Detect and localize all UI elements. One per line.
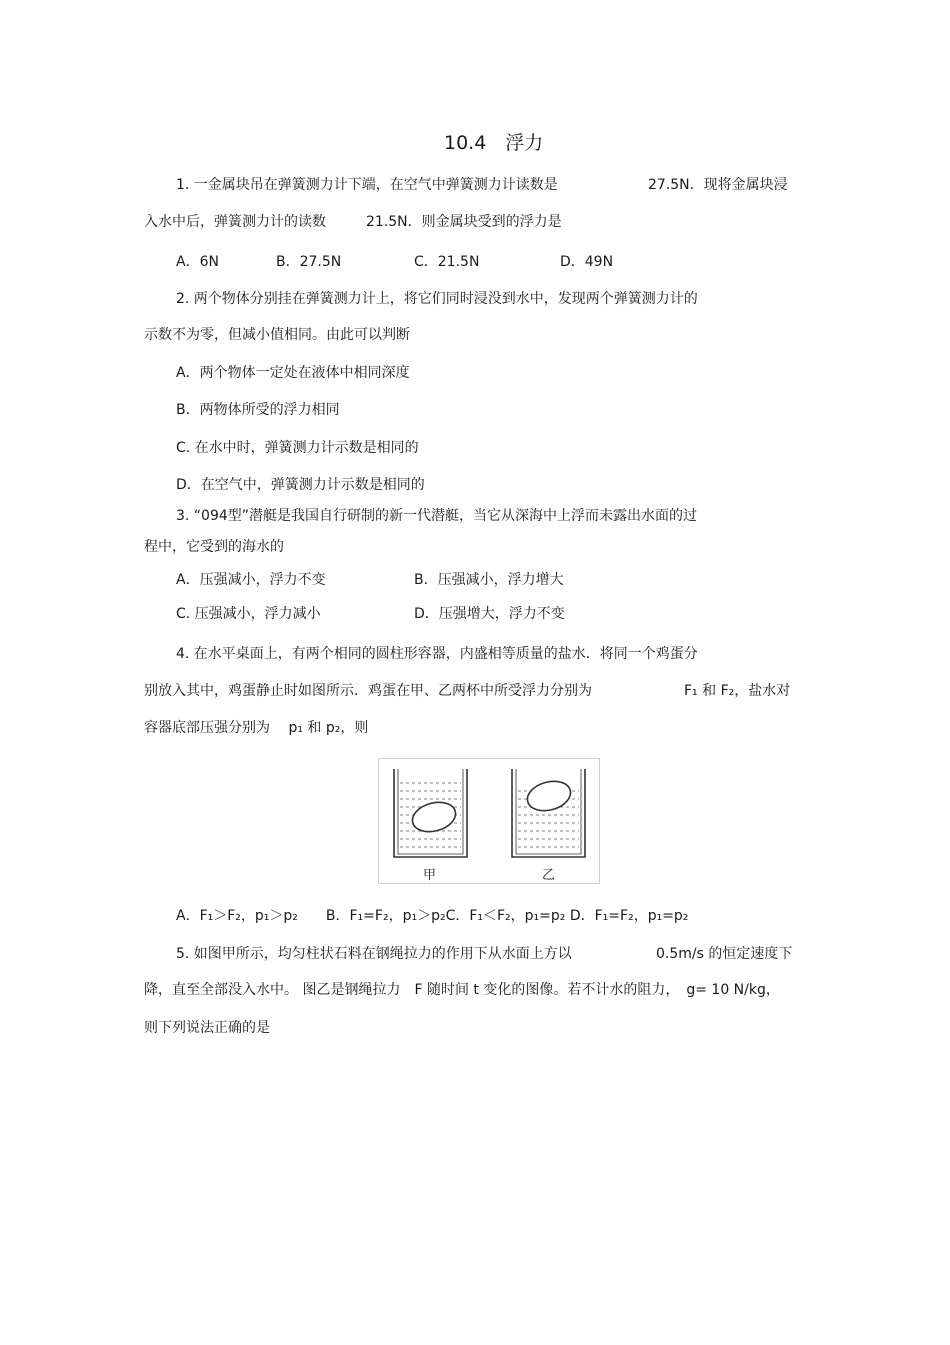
q4-options: A．F₁＞F₂，p₁＞p₂ B．F₁=F₂，p₁＞p₂C．F₁＜F₂，p₁=p₂ D．F₁=F₂，p₁=p₂: [176, 908, 689, 924]
egg-yi: [524, 777, 574, 815]
q3-option-d: D．压强增大，浮力不变: [414, 606, 565, 622]
beakers-illustration: [379, 759, 599, 883]
q1-stem-line2-b: 21.5N．则金属块受到的浮力是: [366, 214, 562, 230]
q5-stem-line1-a: 5. 如图甲所示，均匀柱状石料在钢绳拉力的作用下从水面上方以: [176, 946, 572, 962]
q4-stem-line3: 容器底部压强分别为 p₁ 和 p₂，则: [144, 720, 369, 736]
q1-option-d: D．49N: [560, 254, 614, 270]
q1-option-c: C．21.5N: [414, 254, 480, 270]
egg-jia: [409, 798, 459, 836]
q3-option-c: C. 压强减小，浮力减小: [176, 606, 321, 622]
page-title: 10.4 浮力: [444, 132, 544, 154]
q2-option-d: D．在空气中，弹簧测力计示数是相同的: [176, 477, 425, 493]
q3-stem-line1: 3. “094型”潜艇是我国自行研制的新一代潜艇，当它从深海中上浮而未露出水面的过: [176, 508, 698, 524]
q4-stem-line2-a: 别放入其中，鸡蛋静止时如图所示．鸡蛋在甲、乙两杯中所受浮力分别为: [144, 683, 592, 699]
beakers-figure: [378, 758, 600, 884]
q1-stem-line1-a: 1. 一金属块吊在弹簧测力计下端，在空气中弹簧测力计读数是: [176, 177, 558, 193]
q4-stem-line1: 4. 在水平桌面上，有两个相同的圆柱形容器，内盛相等质量的盐水．将同一个鸡蛋分: [176, 646, 698, 662]
q4-stem-line2-b: F₁ 和 F₂，盐水对: [684, 683, 791, 699]
q2-option-b: B．两物体所受的浮力相同: [176, 402, 340, 418]
figure-label-yi: 乙: [542, 868, 556, 883]
q1-option-b: B．27.5N: [276, 254, 342, 270]
q3-stem-line2: 程中，它受到的海水的: [144, 539, 284, 555]
q2-stem-line2: 示数不为零，但减小值相同。由此可以判断: [144, 327, 410, 343]
q5-stem-line3: 则下列说法正确的是: [144, 1020, 270, 1036]
q1-option-a: A．6N: [176, 254, 219, 270]
q1-stem-line1-b: 27.5N．现将金属块浸: [648, 177, 788, 193]
q3-option-a: A．压强减小，浮力不变: [176, 572, 326, 588]
q5-stem-line2: 降，直至全部没入水中。 图乙是钢绳拉力 F 随时间 t 变化的图像。若不计水的阻力， g= 10 N/kg，: [144, 982, 780, 998]
q3-option-b: B．压强减小，浮力增大: [414, 572, 564, 588]
q5-stem-line1-b: 0.5m/s 的恒定速度下: [656, 946, 793, 962]
q2-option-c: C. 在水中时，弹簧测力计示数是相同的: [176, 440, 419, 456]
q1-stem-line2-a: 入水中后，弹簧测力计的读数: [144, 214, 326, 230]
q2-option-a: A．两个物体一定处在液体中相同深度: [176, 365, 410, 381]
figure-label-jia: 甲: [423, 868, 437, 883]
q2-stem-line1: 2. 两个物体分别挂在弹簧测力计上，将它们同时浸没到水中，发现两个弹簧测力计的: [176, 291, 698, 307]
